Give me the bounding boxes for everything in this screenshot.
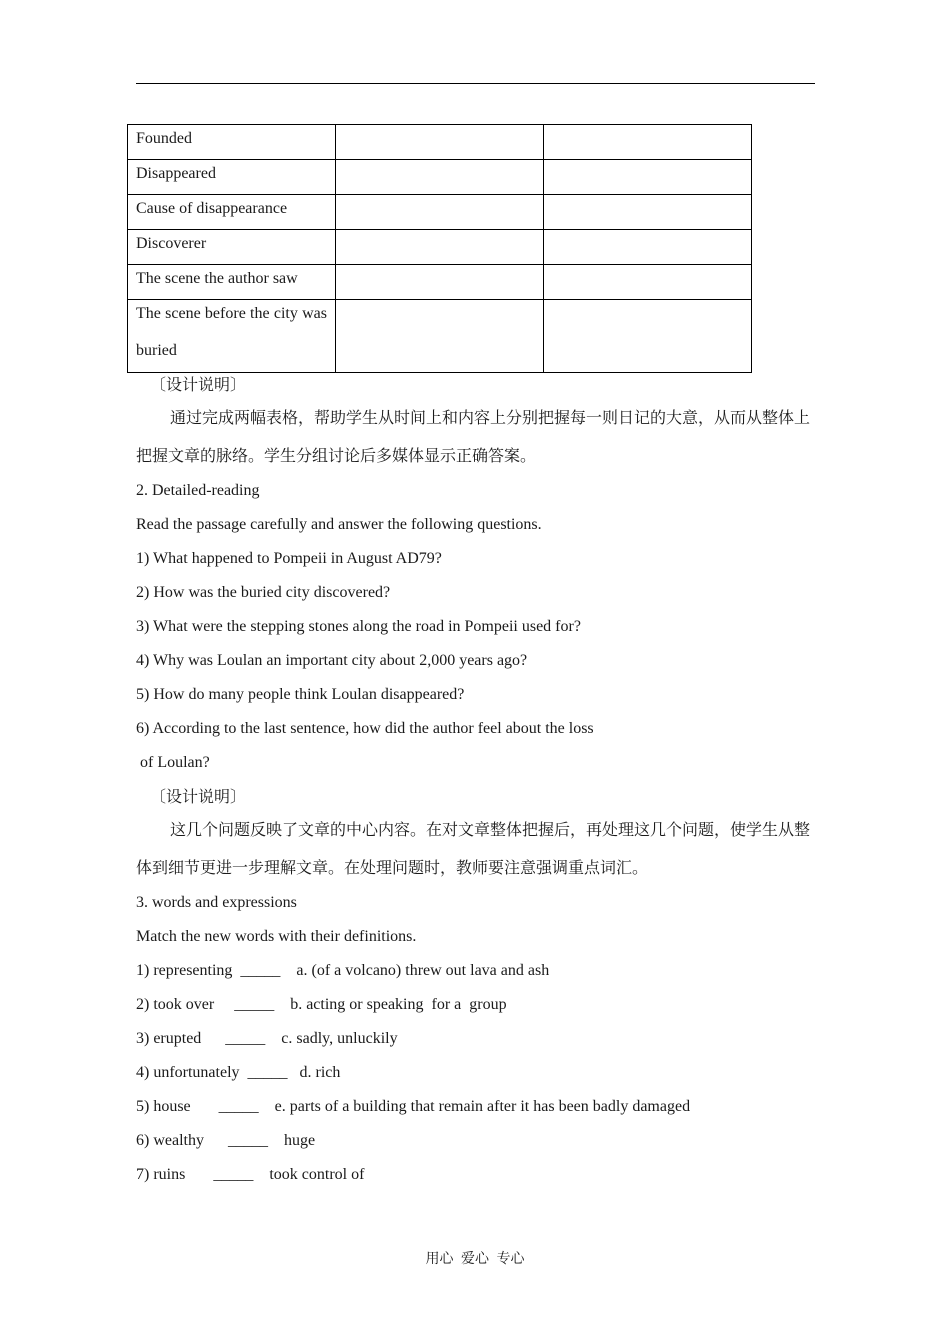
summary-table: [127, 124, 752, 373]
answer-cell[interactable]: [544, 265, 752, 300]
question: 2) How was the buried city discovered?: [136, 584, 391, 601]
match-item: 2) took over _____ b. acting or speaking for a group: [136, 996, 507, 1013]
row-label: Disappeared: [128, 160, 336, 195]
table-row: [128, 300, 752, 373]
question: 1) What happened to Pompeii in August AD79?: [136, 550, 442, 567]
answer-cell[interactable]: [544, 195, 752, 230]
section-heading: 3. words and expressions: [136, 894, 297, 911]
question: 5) How do many people think Loulan disappeared?: [136, 686, 465, 703]
answer-cell[interactable]: [336, 125, 544, 160]
answer-cell[interactable]: [336, 160, 544, 195]
answer-cell[interactable]: [336, 195, 544, 230]
section-heading: 2. Detailed-reading: [136, 482, 260, 499]
row-label: [128, 300, 336, 373]
page-footer: 用心 爱心 专心: [425, 1252, 525, 1267]
row-label: Founded: [128, 125, 336, 160]
answer-cell[interactable]: [544, 160, 752, 195]
design-note-paragraph: [136, 812, 815, 888]
match-item: 3) erupted _____ c. sadly, unluckily: [136, 1030, 398, 1047]
table-row: [128, 160, 752, 195]
row-label: Cause of disappearance: [128, 195, 336, 230]
design-note-text: 通过完成两幅表格，帮助学生从时间上和内容上分别把握每一则日记的大意，从而从整体上把握文章的脉络。学生分组讨论后多媒体显示正确答案。: [136, 410, 811, 465]
match-item: 6) wealthy _____ huge: [136, 1132, 316, 1149]
answer-cell[interactable]: [544, 230, 752, 265]
match-item: 7) ruins _____ took control of: [136, 1166, 365, 1183]
table-row: [128, 125, 752, 160]
design-note-label: 〔设计说明〕: [150, 789, 247, 806]
question: 4) Why was Loulan an important city about 2,000 years ago?: [136, 652, 528, 669]
match-item: 1) representing _____ a. (of a volcano) threw out lava and ash: [136, 962, 550, 979]
row-label-text: The scene before the city was buried: [136, 305, 327, 359]
answer-cell[interactable]: [544, 125, 752, 160]
header-rule: [136, 83, 815, 84]
answer-cell[interactable]: [336, 300, 544, 373]
match-item: 4) unfortunately _____ d. rich: [136, 1064, 341, 1081]
row-label: The scene the author saw: [128, 265, 336, 300]
section-instruction: Match the new words with their definitions.: [136, 928, 417, 945]
match-item: 5) house _____ e. parts of a building that remain after it has been badly damaged: [136, 1098, 691, 1115]
answer-cell[interactable]: [336, 230, 544, 265]
section-instruction: Read the passage carefully and answer the following questions.: [136, 516, 542, 533]
table-row: [128, 230, 752, 265]
row-label: Discoverer: [128, 230, 336, 265]
table-row: [128, 195, 752, 230]
answer-cell[interactable]: [336, 265, 544, 300]
design-note-label: 〔设计说明〕: [150, 377, 247, 394]
design-note-text: 这几个问题反映了文章的中心内容。在对文章整体把握后，再处理这几个问题，使学生从整体到细节更进一步理解文章。在处理问题时，教师要注意强调重点词汇。: [136, 822, 811, 877]
design-note-paragraph: [136, 400, 815, 476]
question: 6) According to the last sentence, how did the author feel about the loss: [136, 720, 594, 737]
question: of Loulan?: [136, 754, 210, 771]
question: 3) What were the stepping stones along the road in Pompeii used for?: [136, 618, 581, 635]
answer-cell[interactable]: [544, 300, 752, 373]
